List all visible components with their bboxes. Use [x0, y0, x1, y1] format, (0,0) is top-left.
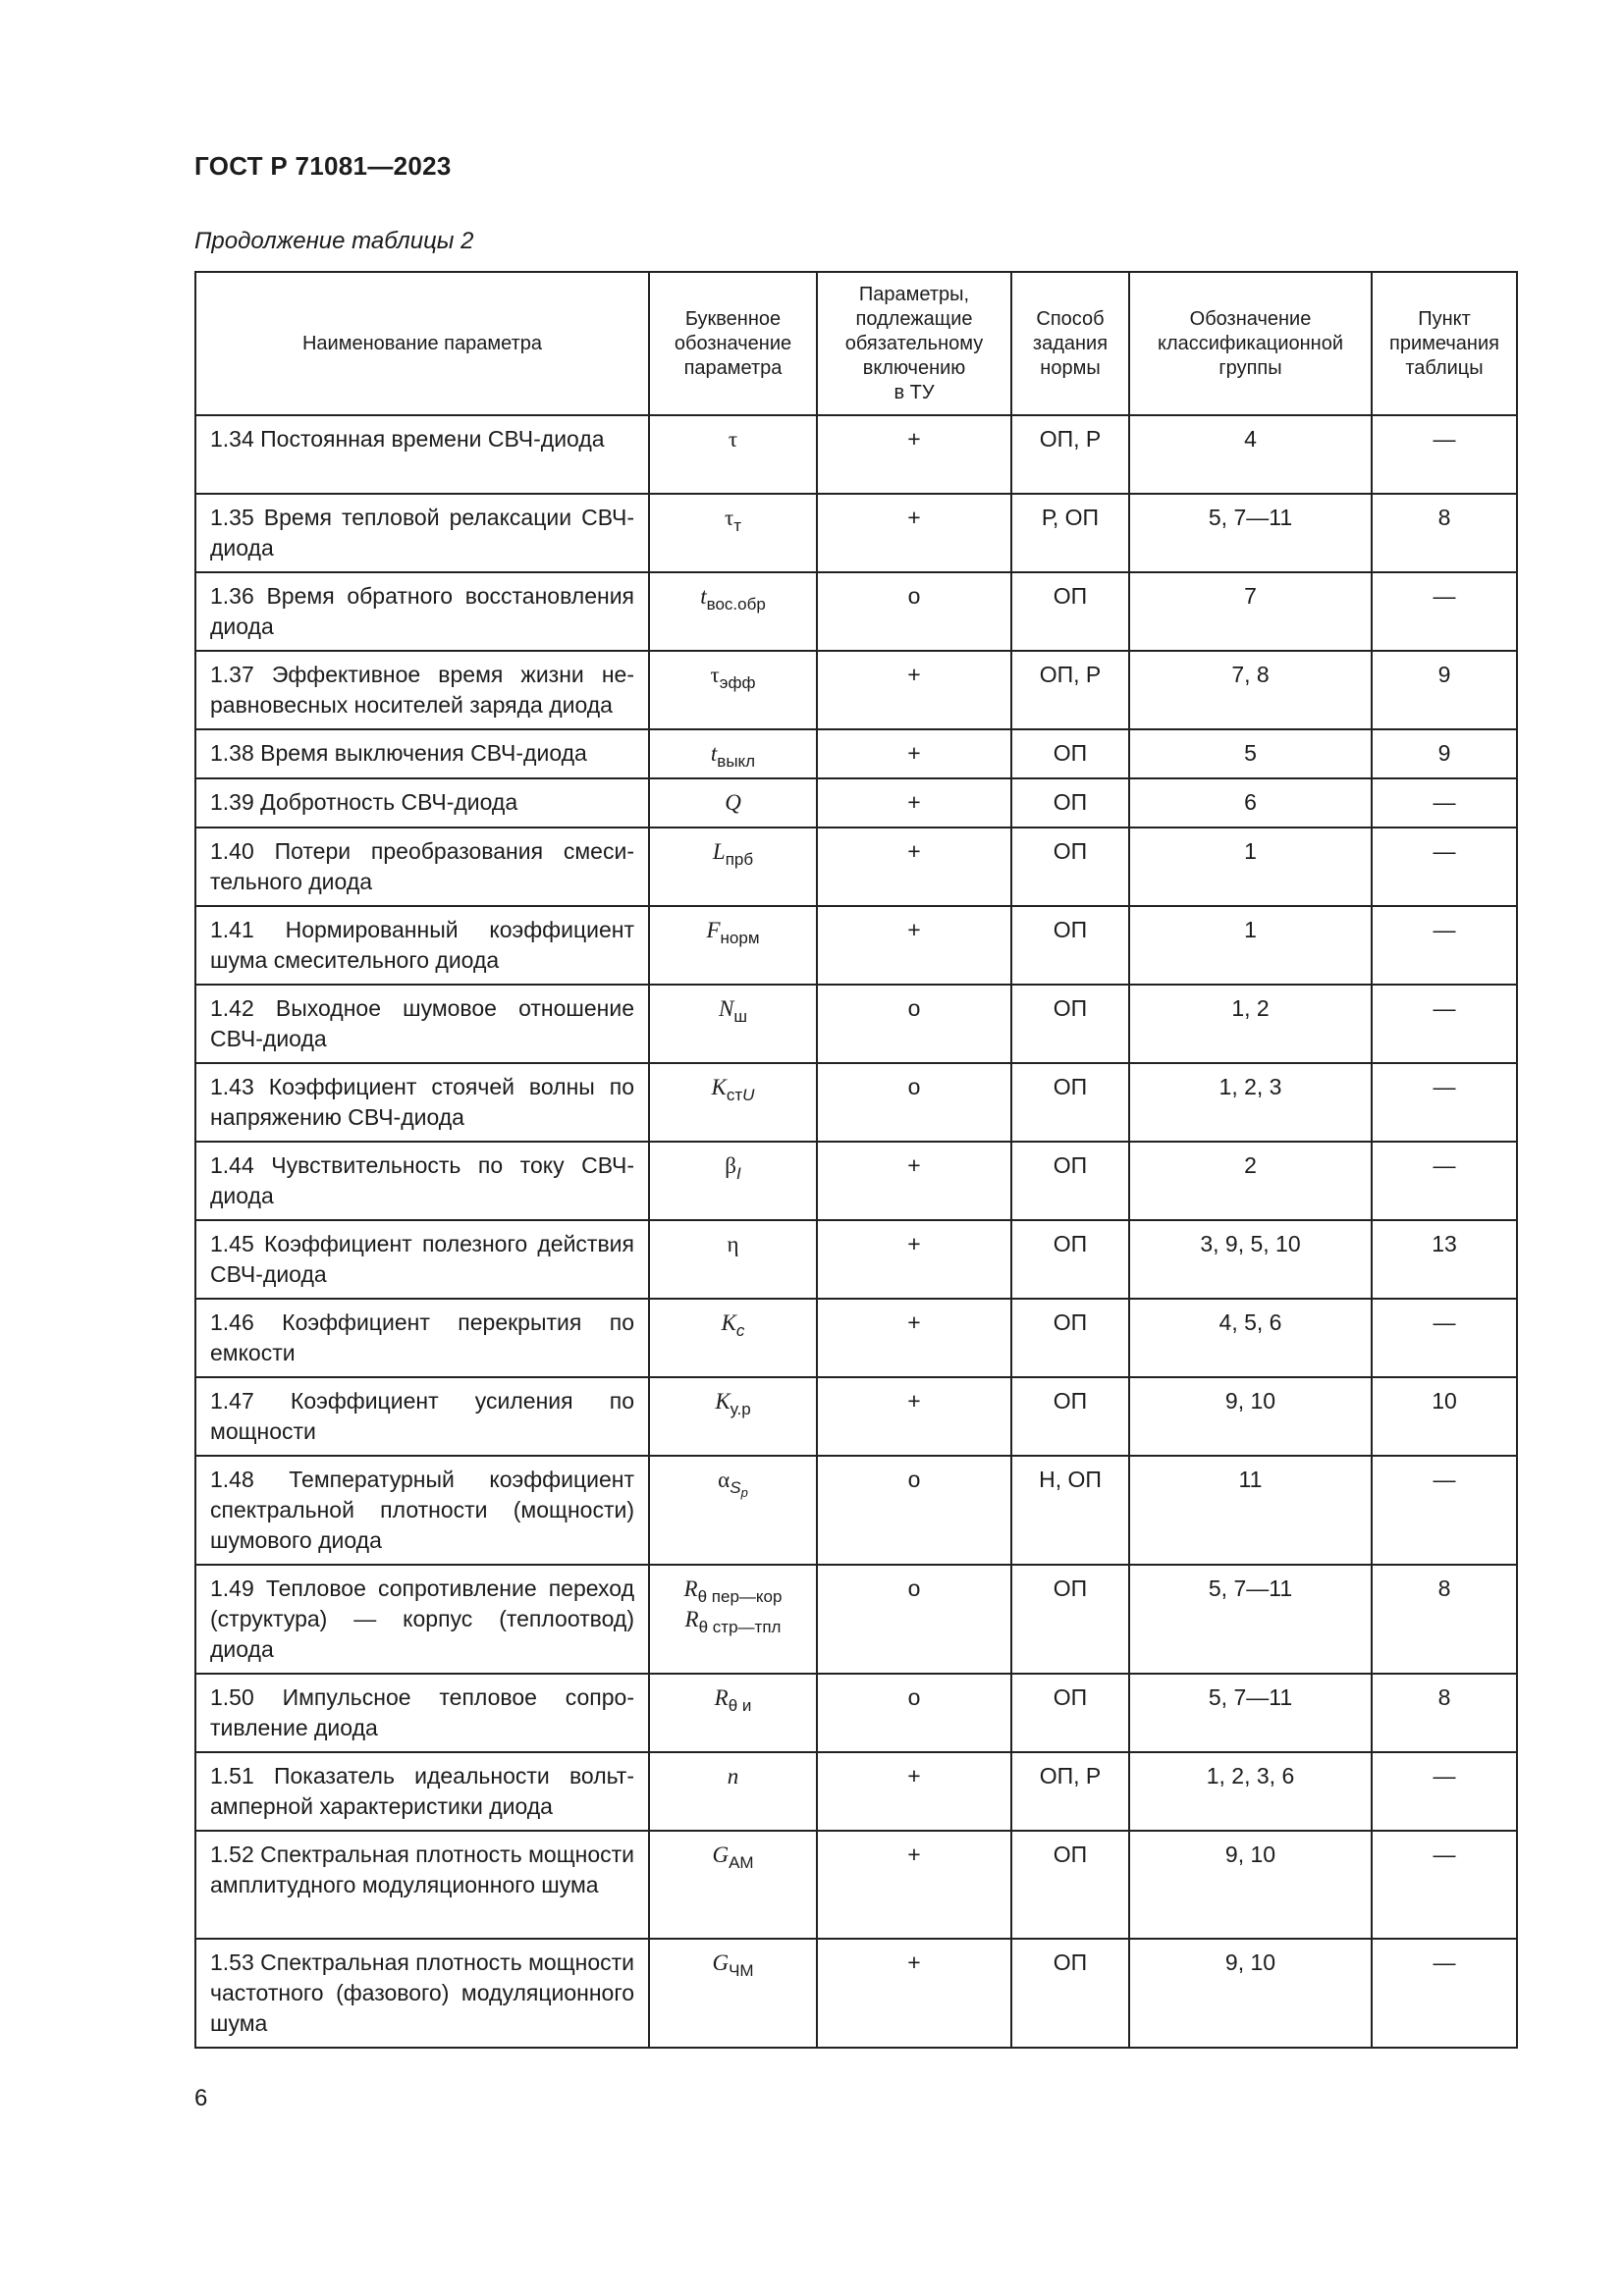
norm-method-cell: ОП: [1011, 1063, 1129, 1142]
symbol-line: [658, 787, 808, 818]
symbol-base: Q: [725, 790, 741, 815]
symbol-subscript: [707, 595, 766, 614]
parameter-name-cell: 1.34 Постоянная времени СВЧ-диода: [195, 415, 649, 494]
letter-designation-cell: [649, 415, 817, 494]
letter-designation-cell: [649, 778, 817, 828]
table-row: [195, 828, 1517, 906]
mandatory-inclusion-cell: +: [817, 415, 1011, 494]
subscript-text: θ и: [728, 1696, 752, 1715]
subscript-text: θ пер—кор: [697, 1587, 783, 1606]
classification-group-cell: 1, 2: [1129, 985, 1372, 1063]
symbol-subscript: [731, 1400, 751, 1418]
symbol-subscript: [726, 850, 753, 869]
letter-designation-cell: [649, 1063, 817, 1142]
classification-group-cell: 5, 7—11: [1129, 1565, 1372, 1674]
note-item-cell: 8: [1372, 1565, 1517, 1674]
parameters-table-wrapper: [194, 271, 1518, 2049]
classification-group-cell: 7, 8: [1129, 651, 1372, 729]
parameter-name-cell: 1.39 Добротность СВЧ-диода: [195, 778, 649, 828]
table-row: [195, 778, 1517, 828]
classification-group-cell: 5, 7—11: [1129, 494, 1372, 572]
symbol-line: [658, 738, 808, 769]
symbol-base: R: [684, 1607, 699, 1631]
subscript-text: эфф: [719, 673, 756, 692]
symbol-line: [658, 1948, 808, 1978]
note-item-cell: 9: [1372, 651, 1517, 729]
letter-designation-cell: [649, 1674, 817, 1752]
parameter-name-cell: 1.35 Время тепловой релаксации СВЧ-диода: [195, 494, 649, 572]
norm-method-cell: ОП: [1011, 906, 1129, 985]
letter-designation-cell: [649, 572, 817, 651]
table-row: [195, 651, 1517, 729]
table-row: [195, 1565, 1517, 1674]
table-row: [195, 1831, 1517, 1939]
mandatory-inclusion-cell: о: [817, 1565, 1011, 1674]
letter-designation-cell: [649, 828, 817, 906]
classification-group-cell: 2: [1129, 1142, 1372, 1220]
subscript-text: ЧМ: [729, 1961, 754, 1980]
norm-method-cell: ОП: [1011, 1142, 1129, 1220]
symbol-subscript: [699, 1618, 782, 1636]
subscript-text: норм: [720, 929, 760, 947]
parameters-table: [194, 271, 1518, 2049]
table-row: [195, 1299, 1517, 1377]
parameter-name-cell: 1.51 Показатель идеальности вольт-амперной характеристики диода: [195, 1752, 649, 1831]
table-row: [195, 494, 1517, 572]
table-caption: Продолжение таблицы 2: [194, 228, 474, 254]
norm-method-cell: ОП: [1011, 572, 1129, 651]
symbol-line: [658, 503, 808, 533]
parameter-name-cell: 1.44 Чувствительность по току СВЧ-диода: [195, 1142, 649, 1220]
symbol-subscript: [736, 1321, 745, 1340]
norm-method-cell: Н, ОП: [1011, 1456, 1129, 1565]
symbol-line: [658, 1386, 808, 1416]
symbol-base: t: [710, 741, 718, 766]
classification-group-cell: 3, 9, 5, 10: [1129, 1220, 1372, 1299]
letter-designation-cell: [649, 1377, 817, 1456]
note-item-cell: —: [1372, 415, 1517, 494]
table-row: [195, 985, 1517, 1063]
subscript-italic: U: [742, 1086, 755, 1104]
classification-group-cell: 7: [1129, 572, 1372, 651]
note-item-cell: 13: [1372, 1220, 1517, 1299]
header-parameter-name: Наименование параметра: [195, 272, 649, 415]
norm-method-cell: ОП: [1011, 1299, 1129, 1377]
mandatory-inclusion-cell: +: [817, 906, 1011, 985]
norm-method-cell: ОП: [1011, 1939, 1129, 2048]
header-letter-designation: Буквенное обозначение параметра: [649, 272, 817, 415]
mandatory-inclusion-cell: о: [817, 1456, 1011, 1565]
classification-group-cell: 9, 10: [1129, 1831, 1372, 1939]
symbol-line: [658, 1840, 808, 1870]
mandatory-inclusion-cell: о: [817, 572, 1011, 651]
symbol-base: τ: [728, 427, 738, 452]
note-item-cell: 10: [1372, 1377, 1517, 1456]
parameter-name-cell: 1.52 Спектральная плотность мощности амплитудного модуляционного шума: [195, 1831, 649, 1939]
classification-group-cell: 1: [1129, 906, 1372, 985]
parameter-name-cell: 1.45 Коэффициент полезного действия СВЧ-диода: [195, 1220, 649, 1299]
table-row: [195, 1674, 1517, 1752]
sub-subscript: p: [740, 1485, 748, 1500]
norm-method-cell: ОП, Р: [1011, 651, 1129, 729]
letter-designation-cell: [649, 1565, 817, 1674]
symbol-subscript: [729, 1696, 752, 1715]
note-item-cell: —: [1372, 1063, 1517, 1142]
table-row: [195, 729, 1517, 778]
note-item-cell: —: [1372, 1752, 1517, 1831]
symbol-line: [658, 1229, 808, 1259]
symbol-base: n: [727, 1764, 739, 1789]
header-mandatory-inclusion: Параметры, подлежащие обязательному включению в ТУ: [817, 272, 1011, 415]
table-row: [195, 906, 1517, 985]
symbol-line: [658, 836, 808, 867]
parameter-name-cell: 1.46 Коэффициент перекрытия по емкости: [195, 1299, 649, 1377]
table-row: [195, 1063, 1517, 1142]
norm-method-cell: ОП: [1011, 985, 1129, 1063]
symbol-line: [658, 424, 808, 454]
subscript-text: выкл: [717, 752, 756, 771]
norm-method-cell: ОП: [1011, 828, 1129, 906]
note-item-cell: 8: [1372, 494, 1517, 572]
norm-method-cell: ОП: [1011, 1220, 1129, 1299]
table-row: [195, 1939, 1517, 2048]
classification-group-cell: 11: [1129, 1456, 1372, 1565]
symbol-line: [658, 1072, 808, 1102]
symbol-base: L: [712, 839, 726, 864]
letter-designation-cell: [649, 1299, 817, 1377]
norm-method-cell: ОП: [1011, 1831, 1129, 1939]
symbol-line: [658, 1574, 808, 1604]
classification-group-cell: 5: [1129, 729, 1372, 778]
norm-method-cell: ОП: [1011, 1565, 1129, 1674]
table-row: [195, 1142, 1517, 1220]
classification-group-cell: 6: [1129, 778, 1372, 828]
table-row: [195, 1752, 1517, 1831]
note-item-cell: —: [1372, 1456, 1517, 1565]
symbol-subscript: [721, 929, 760, 947]
symbol-base: F: [706, 918, 721, 942]
symbol-line: [658, 915, 808, 945]
classification-group-cell: 9, 10: [1129, 1377, 1372, 1456]
classification-group-cell: 1: [1129, 828, 1372, 906]
note-item-cell: —: [1372, 1831, 1517, 1939]
header-note-item: Пункт примечания таблицы: [1372, 272, 1517, 415]
header-classification-group: Обозначение классификационной группы: [1129, 272, 1372, 415]
symbol-subscript: [720, 673, 756, 692]
symbol-base: α: [718, 1468, 731, 1492]
letter-designation-cell: [649, 729, 817, 778]
mandatory-inclusion-cell: о: [817, 985, 1011, 1063]
symbol-subscript: [736, 1164, 741, 1183]
parameter-name-cell: 1.38 Время выключения СВЧ-диода: [195, 729, 649, 778]
classification-group-cell: 4, 5, 6: [1129, 1299, 1372, 1377]
mandatory-inclusion-cell: +: [817, 1752, 1011, 1831]
subscript-text: т: [733, 516, 742, 535]
table-row: [195, 415, 1517, 494]
symbol-line: [658, 581, 808, 612]
parameter-name-cell: 1.47 Коэффициент усиления по мощности: [195, 1377, 649, 1456]
note-item-cell: —: [1372, 778, 1517, 828]
symbol-subscript: [727, 1086, 755, 1104]
symbol-subscript: [733, 516, 741, 535]
parameter-name-cell: 1.36 Время обратного восстановления диода: [195, 572, 649, 651]
classification-group-cell: 9, 10: [1129, 1939, 1372, 2048]
mandatory-inclusion-cell: +: [817, 828, 1011, 906]
symbol-line: [658, 993, 808, 1024]
symbol-base: K: [711, 1075, 727, 1099]
symbol-line: [658, 1465, 808, 1500]
letter-designation-cell: [649, 1752, 817, 1831]
table-row: [195, 1377, 1517, 1456]
classification-group-cell: 4: [1129, 415, 1372, 494]
symbol-base: η: [727, 1232, 739, 1256]
symbol-line: [658, 1604, 808, 1634]
symbol-base: N: [719, 996, 734, 1021]
letter-designation-cell: [649, 985, 817, 1063]
parameter-name-cell: 1.49 Тепловое сопротивление переход (структура) — корпус (теплоотвод) диода: [195, 1565, 649, 1674]
note-item-cell: 9: [1372, 729, 1517, 778]
letter-designation-cell: [649, 1220, 817, 1299]
parameter-name-cell: 1.41 Нормированный коэффициент шума смесительного диода: [195, 906, 649, 985]
symbol-subscript: [730, 1478, 748, 1500]
symbol-base: G: [712, 1842, 730, 1867]
mandatory-inclusion-cell: +: [817, 1377, 1011, 1456]
letter-designation-cell: [649, 494, 817, 572]
norm-method-cell: ОП: [1011, 1377, 1129, 1456]
letter-designation-cell: [649, 1142, 817, 1220]
note-item-cell: —: [1372, 985, 1517, 1063]
symbol-subscript: [717, 752, 755, 771]
symbol-line: [658, 1150, 808, 1181]
mandatory-inclusion-cell: +: [817, 1299, 1011, 1377]
note-item-cell: —: [1372, 1142, 1517, 1220]
page-number: 6: [194, 2085, 208, 2111]
note-item-cell: 8: [1372, 1674, 1517, 1752]
symbol-subscript: [729, 1961, 754, 1980]
subscript-text: ш: [733, 1007, 747, 1026]
mandatory-inclusion-cell: +: [817, 729, 1011, 778]
symbol-base: R: [683, 1576, 698, 1601]
mandatory-inclusion-cell: о: [817, 1063, 1011, 1142]
subscript-italic: c: [735, 1321, 745, 1340]
subscript-text: ст: [726, 1086, 743, 1104]
subscript-italic: I: [735, 1164, 741, 1183]
subscript-text: прб: [725, 850, 754, 869]
mandatory-inclusion-cell: +: [817, 1142, 1011, 1220]
parameter-name-cell: 1.37 Эффективное время жизни неравновесных носителей заряда диода: [195, 651, 649, 729]
norm-method-cell: ОП, Р: [1011, 415, 1129, 494]
note-item-cell: —: [1372, 1939, 1517, 2048]
symbol-base: K: [721, 1310, 736, 1335]
table-row: [195, 572, 1517, 651]
classification-group-cell: 1, 2, 3: [1129, 1063, 1372, 1142]
subscript-text: θ стр—тпл: [698, 1618, 782, 1636]
symbol-base: τ: [724, 506, 734, 530]
symbol-base: t: [700, 584, 707, 609]
norm-method-cell: ОП: [1011, 729, 1129, 778]
symbol-line: [658, 1308, 808, 1338]
mandatory-inclusion-cell: +: [817, 1939, 1011, 2048]
subscript-text: АМ: [729, 1853, 754, 1872]
letter-designation-cell: [649, 1831, 817, 1939]
document-code: ГОСТ Р 71081—2023: [194, 151, 452, 181]
symbol-base: τ: [710, 663, 720, 687]
symbol-subscript: [733, 1007, 747, 1026]
symbol-line: [658, 1761, 808, 1791]
letter-designation-cell: [649, 1456, 817, 1565]
letter-designation-cell: [649, 1939, 817, 2048]
norm-method-cell: ОП: [1011, 778, 1129, 828]
parameter-name-cell: 1.43 Коэффициент стоячей волны по напряжению СВЧ-диода: [195, 1063, 649, 1142]
note-item-cell: —: [1372, 828, 1517, 906]
mandatory-inclusion-cell: +: [817, 778, 1011, 828]
parameter-name-cell: 1.42 Выходное шумовое отношение СВЧ-диода: [195, 985, 649, 1063]
mandatory-inclusion-cell: +: [817, 494, 1011, 572]
norm-method-cell: Р, ОП: [1011, 494, 1129, 572]
symbol-line: [658, 660, 808, 690]
parameter-name-cell: 1.53 Спектральная плотность мощности частотного (фазового) модуляционного шума: [195, 1939, 649, 2048]
mandatory-inclusion-cell: +: [817, 1831, 1011, 1939]
parameter-name-cell: 1.48 Температурный коэффициент спектральной плотности (мощности) шумового диода: [195, 1456, 649, 1565]
note-item-cell: —: [1372, 906, 1517, 985]
norm-method-cell: ОП, Р: [1011, 1752, 1129, 1831]
subscript-text: вос.обр: [706, 595, 766, 614]
letter-designation-cell: [649, 651, 817, 729]
symbol-base: R: [714, 1685, 729, 1710]
symbol-base: G: [712, 1950, 730, 1975]
mandatory-inclusion-cell: +: [817, 1220, 1011, 1299]
table-header-row: [195, 272, 1517, 415]
symbol-line: [658, 1682, 808, 1713]
subscript-italic: S: [730, 1478, 741, 1497]
classification-group-cell: 1, 2, 3, 6: [1129, 1752, 1372, 1831]
table-body: [195, 415, 1517, 2048]
table-row: [195, 1456, 1517, 1565]
subscript-text: у.р: [730, 1400, 751, 1418]
header-norm-method: Способ задания нормы: [1011, 272, 1129, 415]
mandatory-inclusion-cell: +: [817, 651, 1011, 729]
norm-method-cell: ОП: [1011, 1674, 1129, 1752]
table-row: [195, 1220, 1517, 1299]
symbol-subscript: [729, 1853, 754, 1872]
parameter-name-cell: 1.40 Потери преобразования смесительного диода: [195, 828, 649, 906]
classification-group-cell: 5, 7—11: [1129, 1674, 1372, 1752]
mandatory-inclusion-cell: о: [817, 1674, 1011, 1752]
note-item-cell: —: [1372, 572, 1517, 651]
note-item-cell: —: [1372, 1299, 1517, 1377]
letter-designation-cell: [649, 906, 817, 985]
symbol-base: K: [715, 1389, 731, 1414]
parameter-name-cell: 1.50 Импульсное тепловое сопротивление диода: [195, 1674, 649, 1752]
symbol-base: β: [725, 1153, 736, 1178]
